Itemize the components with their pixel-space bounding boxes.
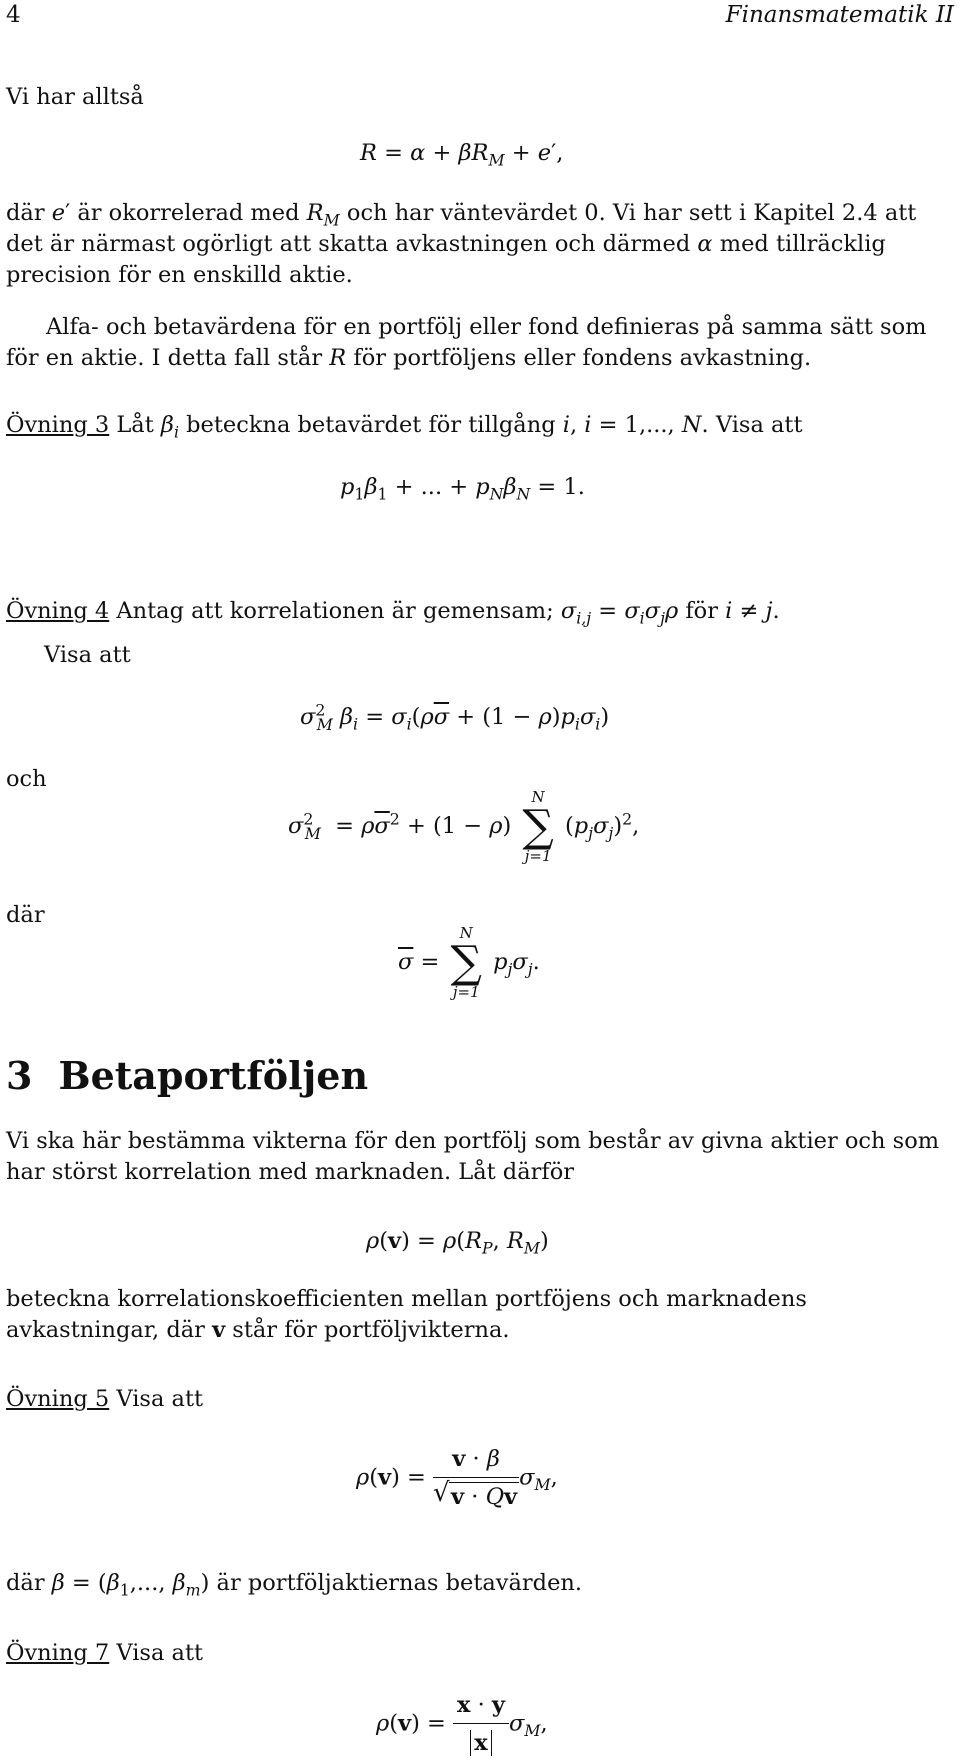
equation-rho: $\rho(v) = \rho(R_P$, $R_M$) <box>366 1228 549 1258</box>
exercise-5-after: där $\beta = (\beta_1$,..., $\beta_m$) är portföljaktiernas betavärden. <box>6 1570 583 1600</box>
equation-capm: $R = \alpha + \beta R_M + e'$, <box>360 140 564 170</box>
exercise-4-label: Övning 4 <box>6 598 110 624</box>
exercise-3-label: Övning 3 <box>6 412 110 438</box>
exercise-5 <box>6 1384 958 1415</box>
equation-ex4-1: $\sigma^2_M$ $\beta_i = \sigma_i(\rho\overline{\sigma} + (1 - \rho)p_i\sigma_i)$ <box>300 700 610 734</box>
exercise-5-text: Visa att <box>116 1386 204 1412</box>
summation-symbol: N ∑ j=1 <box>522 788 554 865</box>
intro-text: Vi har alltså <box>6 84 144 110</box>
exercise-3: Övning 3 Låt $\beta_i$ beteckna betavärdet för tillgång i, i = 1,..., N. Visa att <box>6 412 803 442</box>
section-heading <box>6 1050 368 1102</box>
running-title: Finansmatematik II <box>725 2 954 28</box>
paragraph-2: Alfa- och betavärdena för en portfölj eller fond definieras på samma sätt som för en aktie. I detta fall står R för portföljens eller fondens avkastning. <box>6 314 927 372</box>
exercise-4: Övning 4 Antag att korrelationen är gemensam; $\sigma_{i,j} = \sigma_i\sigma_j\rho$ för i ≠ j. <box>6 598 780 628</box>
paragraph-4: beteckna korrelationskoefficienten mellan portföjens och marknadens avkastningar, där v står för portföljvikterna. <box>6 1286 807 1344</box>
exercise-5-label: Övning 5 <box>6 1386 110 1412</box>
exercise-7 <box>6 1638 958 1669</box>
equation-ex4-2: $\sigma^2_M = \rho\overline{\sigma}^2 + (1 - \rho)$ N ∑ j=1 $(p_j\sigma_j)^2$, <box>288 788 640 865</box>
equation-ex5: ρ(v) = v · β √ v · Qv $\sigma_M$, <box>356 1444 558 1513</box>
paragraph-1: där e′ är okorrelerad med $R_M$ och har väntevärdet 0. Vi har sett i Kapitel 2.4 att det är närmast ogörligt att skatta avkastningen och därmed α med tillräcklig precision för en enskilld aktie. <box>6 200 917 289</box>
exercise-4-visa: Visa att <box>44 642 131 668</box>
paragraph-3: Vi ska här bestämma vikterna för den portfölj som består av givna aktier och som har störst korrelation med marknaden. Låt därför <box>6 1128 940 1186</box>
exercise-7-text: Visa att <box>116 1640 204 1666</box>
page-number: 4 <box>6 2 21 28</box>
summation-symbol: N ∑ j=1 <box>450 924 482 1001</box>
section-number: 3 <box>6 1053 33 1098</box>
label-dar: där <box>6 902 45 928</box>
fraction: $\frac{x \cdot y}{x}$ <box>453 1690 509 1759</box>
section-title: Betaportföljen <box>58 1053 369 1098</box>
exercise-7-label: Övning 7 <box>6 1640 110 1666</box>
equation-beta-sum: $p_1\beta_1$ + ... + $p_N\beta_N = 1$. <box>340 474 585 504</box>
equation-ex4-3: $\overline{\sigma}$ = N ∑ j=1 $p_j\sigma_j$. <box>398 924 540 1001</box>
fraction: v · β √ v · Qv <box>433 1446 518 1511</box>
label-och: och <box>6 766 47 792</box>
equation-ex7: ρ(v) = $\frac{x \cdot y}{x}$ $\sigma_M$, <box>376 1690 548 1759</box>
